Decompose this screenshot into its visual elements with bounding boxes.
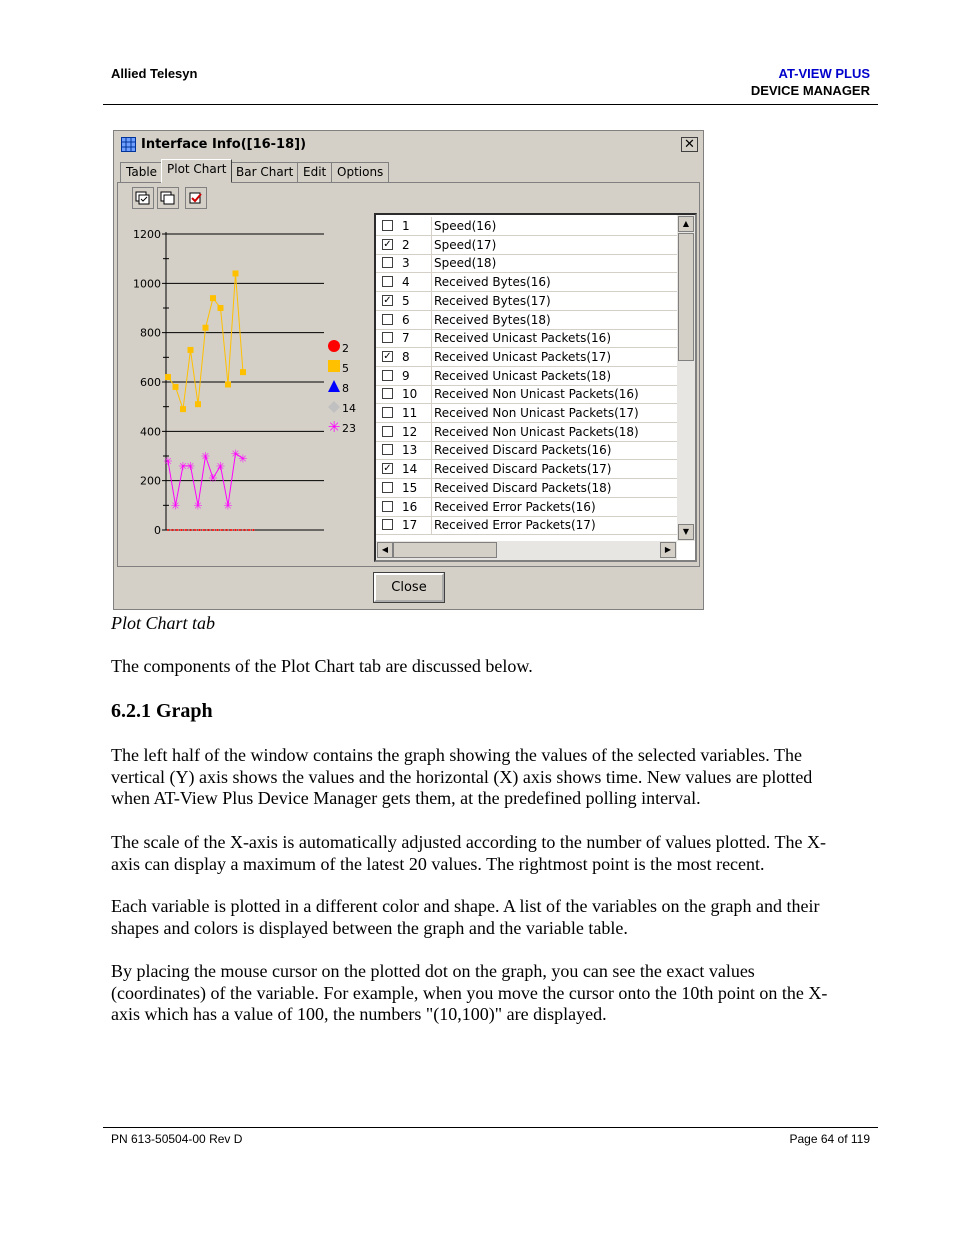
data-point — [181, 529, 183, 531]
row-name: Received Unicast Packets(17) — [434, 349, 611, 364]
row-number: 5 — [402, 293, 410, 308]
table-row[interactable] — [376, 236, 678, 255]
table-row[interactable] — [376, 441, 678, 460]
row-checkbox[interactable] — [382, 257, 393, 268]
data-point — [190, 529, 192, 531]
scroll-right-icon[interactable]: ▶ — [660, 542, 676, 558]
row-checkbox[interactable] — [382, 482, 393, 493]
scroll-left-icon[interactable]: ◀ — [377, 542, 393, 558]
table-row[interactable] — [376, 367, 678, 386]
data-point: ✳ — [208, 472, 218, 486]
column-divider — [431, 273, 432, 291]
row-name: Received Discard Packets(16) — [434, 443, 612, 458]
table-row[interactable] — [376, 498, 678, 517]
y-tick-label: 600 — [140, 376, 161, 389]
row-number: 11 — [402, 406, 418, 420]
data-point — [248, 529, 250, 531]
legend-label: 2 — [342, 342, 349, 355]
data-point — [194, 529, 196, 531]
y-tick-label: 1000 — [133, 277, 161, 291]
row-name: Received Non Unicast Packets(16) — [434, 387, 639, 402]
data-point — [165, 374, 171, 380]
footer-part-number: PN 613-50504-00 Rev D — [111, 1132, 243, 1146]
column-divider — [431, 367, 432, 385]
row-checkbox[interactable] — [382, 220, 393, 231]
data-point — [203, 325, 209, 331]
paragraph-1: The left half of the window contains the graph showing the values of the selected variables. The vertical (Y) axis shows the values and the horizontal (X) axis shows time. New values are plotted when AT-View Plus Device Manager gets them, at the predefined polling interval. — [111, 745, 813, 808]
row-name: Received Non Unicast Packets(17) — [434, 406, 639, 420]
data-point — [233, 270, 239, 276]
data-point — [239, 529, 241, 531]
deselect-all-icon[interactable] — [157, 187, 179, 209]
row-name: Received Bytes(16) — [434, 275, 551, 290]
data-point — [188, 347, 194, 353]
window-title: Interface Info([16-18]) — [141, 137, 307, 152]
column-divider — [431, 217, 432, 235]
data-point — [244, 529, 246, 531]
row-checkbox[interactable] — [382, 370, 393, 381]
row-number: 14 — [402, 462, 418, 477]
row-checkbox[interactable]: ✓ — [383, 238, 392, 250]
table-row[interactable] — [376, 385, 678, 404]
tab-table[interactable]: Table — [120, 162, 163, 182]
data-point: ✳ — [223, 499, 233, 513]
footer-page-number: Page 64 of 119 — [789, 1132, 870, 1146]
tab-options[interactable]: Options — [331, 162, 389, 182]
column-divider — [431, 404, 432, 422]
tab-plot-chart[interactable]: Plot Chart — [161, 159, 232, 183]
column-divider — [431, 254, 432, 272]
row-number: 10 — [402, 387, 418, 402]
data-point — [235, 529, 237, 531]
y-tick-label: 0 — [154, 524, 161, 537]
table-row[interactable] — [376, 460, 678, 479]
header-company: Allied Telesyn — [111, 66, 198, 81]
select-all-icon[interactable] — [132, 187, 154, 209]
row-checkbox[interactable]: ✓ — [383, 463, 392, 475]
row-checkbox[interactable] — [382, 332, 393, 343]
data-point — [221, 529, 223, 531]
column-divider — [431, 329, 432, 347]
table-row[interactable] — [376, 479, 678, 498]
table-row[interactable] — [376, 311, 678, 330]
row-checkbox[interactable] — [382, 444, 393, 455]
variable-table — [374, 213, 697, 562]
column-divider — [431, 479, 432, 497]
y-tick-label: 200 — [140, 474, 161, 488]
section-heading: 6.2.1 Graph — [111, 700, 213, 722]
title-bar — [117, 134, 700, 156]
tab-bar-chart[interactable]: Bar Chart — [230, 162, 299, 182]
row-number: 7 — [402, 331, 410, 346]
table-row[interactable] — [376, 273, 678, 292]
data-point — [240, 369, 246, 375]
legend-diamond-icon — [328, 401, 340, 413]
row-name: Received Unicast Packets(18) — [434, 368, 611, 383]
hscroll-thumb[interactable] — [393, 542, 497, 558]
table-row[interactable] — [376, 329, 678, 348]
row-name: Received Non Unicast Packets(18) — [434, 424, 639, 439]
data-point: ✳ — [193, 499, 203, 513]
data-point — [199, 529, 201, 531]
column-divider — [431, 385, 432, 403]
y-tick-label: 1200 — [133, 228, 161, 241]
row-checkbox[interactable] — [382, 407, 393, 418]
row-name: Received Bytes(18) — [434, 312, 551, 327]
row-name: Received Discard Packets(18) — [434, 480, 612, 495]
data-point — [173, 384, 179, 390]
scrollbar-thumb[interactable] — [678, 233, 694, 361]
footer-rule — [103, 1127, 878, 1128]
row-checkbox[interactable] — [382, 276, 393, 287]
column-divider — [431, 292, 432, 310]
scroll-down-icon[interactable]: ▼ — [678, 524, 694, 540]
interface-info-window — [113, 130, 704, 610]
row-number: 16 — [402, 499, 418, 514]
horizontal-scrollbar[interactable] — [376, 541, 677, 560]
column-divider — [431, 460, 432, 478]
row-name: Received Error Packets(16) — [434, 499, 596, 514]
data-point — [176, 529, 178, 531]
y-tick-label: 400 — [140, 425, 161, 439]
legend-triangle-icon — [328, 380, 340, 392]
row-checkbox[interactable] — [382, 426, 393, 437]
row-checkbox[interactable] — [382, 388, 393, 399]
paragraph-4: By placing the mouse cursor on the plotted dot on the graph, you can see the exact values (coordinates) of the variable. For example, when you move the cursor onto the 10th point on the X- axis which has a value of 100, the numbers "(10,100)" are displayed. — [111, 961, 828, 1024]
intro-paragraph: The components of the Plot Chart tab are discussed below. — [111, 656, 533, 676]
row-number: 17 — [402, 518, 418, 533]
plot-chart — [120, 212, 370, 564]
data-point — [172, 529, 174, 531]
data-point — [217, 529, 219, 531]
legend-asterisk-icon: ✳ — [327, 418, 341, 436]
data-point: ✳ — [170, 499, 181, 513]
row-name: Received Error Packets(17) — [434, 518, 596, 533]
data-point: ✳ — [200, 450, 211, 463]
row-number: 13 — [402, 443, 418, 458]
data-point: ✳ — [178, 459, 188, 473]
data-point: ✳ — [230, 447, 241, 461]
row-name: Received Discard Packets(17) — [434, 462, 612, 477]
tab-edit[interactable]: Edit — [297, 162, 332, 182]
close-button[interactable]: Close — [374, 573, 444, 602]
grid-icon — [121, 137, 136, 152]
row-name: Speed(17) — [434, 237, 497, 252]
row-name: Received Unicast Packets(16) — [434, 331, 611, 346]
row-number: 9 — [402, 368, 410, 383]
data-point — [203, 529, 205, 531]
series-line — [168, 273, 243, 409]
legend-square-icon — [328, 360, 340, 372]
data-point — [167, 529, 169, 531]
column-divider — [431, 236, 432, 254]
data-point — [208, 529, 210, 531]
legend-circle-icon — [328, 340, 340, 352]
y-tick-label: 800 — [140, 326, 161, 340]
table-row[interactable] — [376, 292, 678, 311]
data-point — [225, 381, 231, 387]
table-row[interactable] — [376, 404, 678, 423]
header-subtitle: DEVICE MANAGER — [750, 83, 870, 98]
header-product: AT-VIEW PLUS — [778, 66, 870, 81]
data-point: ✳ — [163, 454, 173, 468]
table-row[interactable] — [376, 348, 678, 367]
table-row[interactable] — [376, 254, 678, 273]
data-point: ✳ — [185, 459, 196, 473]
row-number: 15 — [402, 480, 418, 495]
data-point — [212, 529, 214, 531]
paragraph-2: The scale of the X-axis is automatically adjusted according to the number of values plotted. The X- axis can display a maximum of the latest 20 values. The rightmost point is the most recent. — [111, 832, 826, 874]
row-name: Speed(16) — [434, 219, 497, 233]
row-checkbox[interactable]: ✓ — [383, 294, 392, 306]
refresh-icon[interactable] — [185, 187, 207, 209]
legend-label: 8 — [342, 382, 349, 395]
row-number: 3 — [402, 256, 410, 271]
data-point — [210, 295, 216, 301]
column-divider — [431, 498, 432, 516]
data-point — [195, 401, 201, 407]
data-point — [185, 529, 187, 531]
row-number: 8 — [402, 349, 410, 364]
row-number: 4 — [402, 275, 410, 290]
row-checkbox[interactable]: ✓ — [383, 350, 392, 362]
row-number: 12 — [402, 424, 418, 439]
table-row[interactable] — [376, 423, 678, 442]
column-divider — [431, 423, 432, 441]
paragraph-3: Each variable is plotted in a different color and shape. A list of the variables on the graph and their shapes and colors is displayed between the graph and the variable table. — [111, 896, 820, 938]
figure-caption: Plot Chart tab — [111, 613, 216, 633]
table-row[interactable] — [376, 516, 678, 535]
close-icon[interactable]: ✕ — [681, 137, 698, 152]
header-rule — [103, 104, 878, 105]
data-point: ✳ — [238, 452, 248, 466]
data-point — [226, 529, 228, 531]
row-number: 2 — [402, 237, 410, 252]
row-name: Speed(18) — [434, 256, 497, 271]
row-name: Received Bytes(17) — [434, 293, 551, 308]
data-point — [253, 529, 255, 531]
column-divider — [431, 311, 432, 329]
data-point — [218, 305, 224, 311]
row-number: 6 — [402, 312, 410, 327]
scroll-up-icon[interactable]: ▲ — [678, 216, 694, 232]
legend-label: 5 — [342, 362, 349, 375]
column-divider — [431, 516, 432, 534]
column-divider — [431, 348, 432, 366]
data-point — [230, 529, 232, 531]
legend-label: 14 — [342, 402, 356, 415]
table-row[interactable] — [376, 217, 678, 236]
row-checkbox[interactable] — [382, 519, 393, 530]
row-checkbox[interactable] — [382, 314, 393, 325]
column-divider — [431, 441, 432, 459]
data-point: ✳ — [215, 459, 226, 473]
legend-label: 23 — [342, 422, 356, 435]
row-number: 1 — [402, 219, 410, 233]
row-checkbox[interactable] — [382, 501, 393, 512]
data-point — [180, 406, 186, 412]
